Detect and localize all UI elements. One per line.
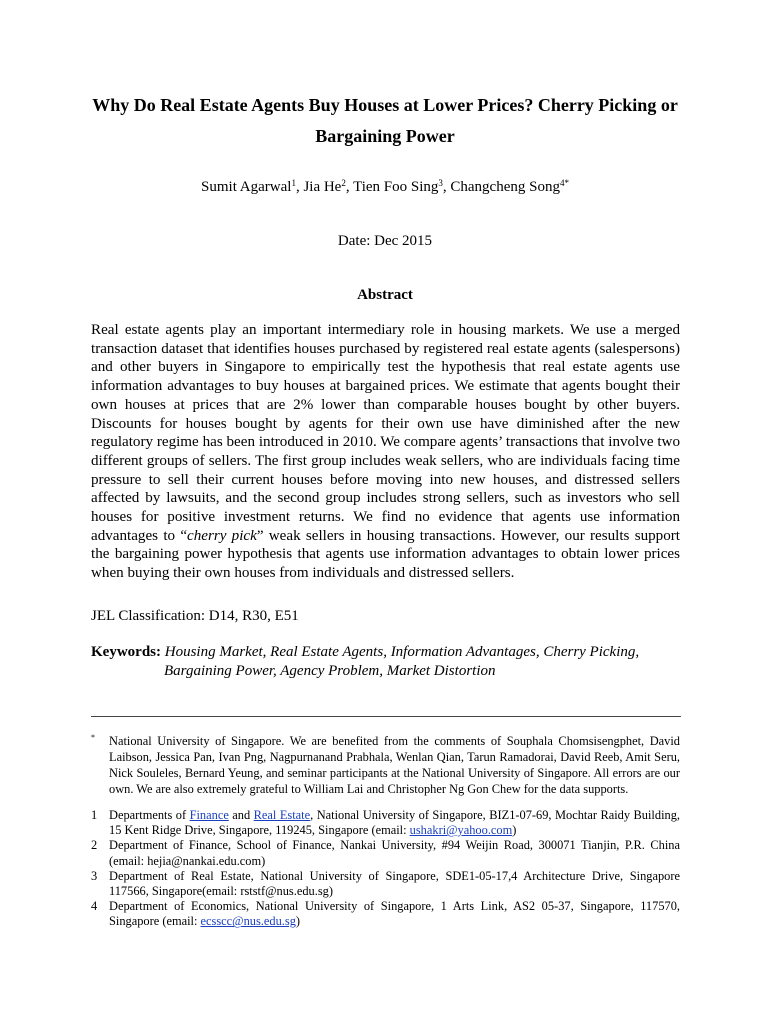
title-line-2: Bargaining Power: [315, 126, 455, 146]
footnote-text: ): [295, 914, 301, 929]
author-name: Changcheng Song: [450, 179, 560, 195]
author-affiliation-mark: 2: [341, 178, 346, 188]
footnote-text: ): [512, 823, 517, 838]
footnote-item: [91, 838, 680, 868]
footnote-number: 4: [91, 899, 98, 914]
keywords-line-1: Housing Market, Real Estate Agents, Information Advantages, Cherry Picking,: [164, 644, 640, 660]
affiliation-footnotes: [91, 808, 680, 930]
keywords: [91, 643, 680, 680]
footnote-item: [91, 899, 680, 929]
author-name: Sumit Agarwal: [201, 179, 292, 195]
footnote-divider: [91, 716, 681, 717]
author-affiliation-mark: 1: [291, 178, 296, 188]
finance-link[interactable]: Finance: [189, 808, 229, 822]
abstract-text: ” weak sellers in housing transactions. However, our results support the bargaining power hypothesis that agents use information advantages to obtain lower prices when buying their own houses from individuals and distressed sellers.: [91, 527, 680, 582]
paper-date: Date: Dec 2015: [337, 233, 433, 249]
author-separator: ,: [442, 179, 451, 195]
author-list: [40, 178, 730, 196]
author-name: Tien Foo Sing: [353, 179, 439, 195]
footnote-acknowledgement: [91, 733, 680, 797]
footnote-item: [91, 869, 680, 899]
footnote-star-mark: *: [91, 733, 95, 742]
footnote-text: Departments of: [109, 808, 190, 822]
abstract-heading: Abstract: [357, 287, 413, 303]
keywords-line-2: Bargaining Power, Agency Problem, Market Distortion: [164, 662, 496, 679]
author-affiliation-mark: 4*: [559, 178, 569, 188]
footnote-text: , National University of Singapore, BIZ1-07-69, Mochtar Raidy Building, 15 Kent Ridge Drive, Singapore, 119245, Singapore (email:: [109, 808, 681, 838]
author-name: Jia He: [303, 179, 342, 195]
abstract-text: Real estate agents play an important intermediary role in housing markets. We use a merged transaction dataset that identifies houses purchased by registered real estate agents (salespersons) and other buyers in Singapore to empirically test the hypothesis that real estate agents use information advantages to buy houses at bargained prices. We estimate that agents bought their own houses at prices that are 2% lower than comparable houses bought by other buyers. Discounts for houses bought by agents for their own use have diminished after the new regulatory regime has been introduced in 2010. We compare agents’ transactions that involve two different groups of sellers. The first group includes weak sellers, who are individuals facing time pressure to sell their current houses before moving into new houses, and distressed sellers affected by lawsuits, and the second group includes strong sellers, such as investors who sell houses for positive investment returns. We find no evidence that agents use information advantages to “: [91, 322, 680, 544]
footnote-number: 3: [91, 868, 98, 883]
author-affiliation-mark: 3: [438, 178, 443, 188]
title-line-1: Why Do Real Estate Agents Buy Houses at Lower Prices? Cherry Picking or: [92, 95, 678, 115]
email-link[interactable]: ushakri@yahoo.com: [409, 823, 513, 838]
abstract-italic-phrase: cherry pick: [187, 527, 257, 544]
footnote-item: [91, 808, 680, 838]
email-link[interactable]: ecsscc@nus.edu.sg: [200, 914, 296, 929]
jel-classification: JEL Classification: D14, R30, E51: [91, 608, 299, 624]
footnote-acknowledgement-text: National University of Singapore. We are benefited from the comments of Souphala Chomsisengphet, David Laibson, Jessica Pan, Ivan Png, Nagpurnanand Prabhala, Wenlan Qian, Tarun Ramadorai, David Reeb, Amit Seru, Nick Souleles, Bernard Yeung, and seminar participants at the National University of Singapore. All errors are our own. We are also extremely grateful to William Lai and Christopher Ng Gon Chew for the data supports.: [109, 734, 680, 796]
footnote-number: 2: [91, 838, 98, 853]
author-separator: ,: [295, 179, 304, 195]
real-estate-link[interactable]: Real Estate: [253, 808, 311, 822]
paper-title: [40, 90, 730, 152]
footnote-text: Department of Economics, National University of Singapore, 1 Arts Link, AS2 05-37, Singapore, 117570, Singapore (email:: [109, 899, 680, 929]
author-separator: ,: [345, 179, 354, 195]
footnote-number: 1: [91, 808, 98, 822]
keywords-label: Keywords:: [91, 644, 161, 660]
abstract-body: [91, 321, 680, 583]
footnote-text: Department of Real Estate, National University of Singapore, SDE1-05-17,4 Architecture Drive, Singapore 117566, Singapore(email: rststf@nus.edu.sg): [109, 868, 680, 899]
footnote-text: and: [228, 808, 254, 822]
footnote-text: Department of Finance, School of Finance, Nankai University, #94 Weijin Road, 300071 Tianjin, P.R. China (email: hejia@nankai.edu.com): [109, 838, 680, 868]
